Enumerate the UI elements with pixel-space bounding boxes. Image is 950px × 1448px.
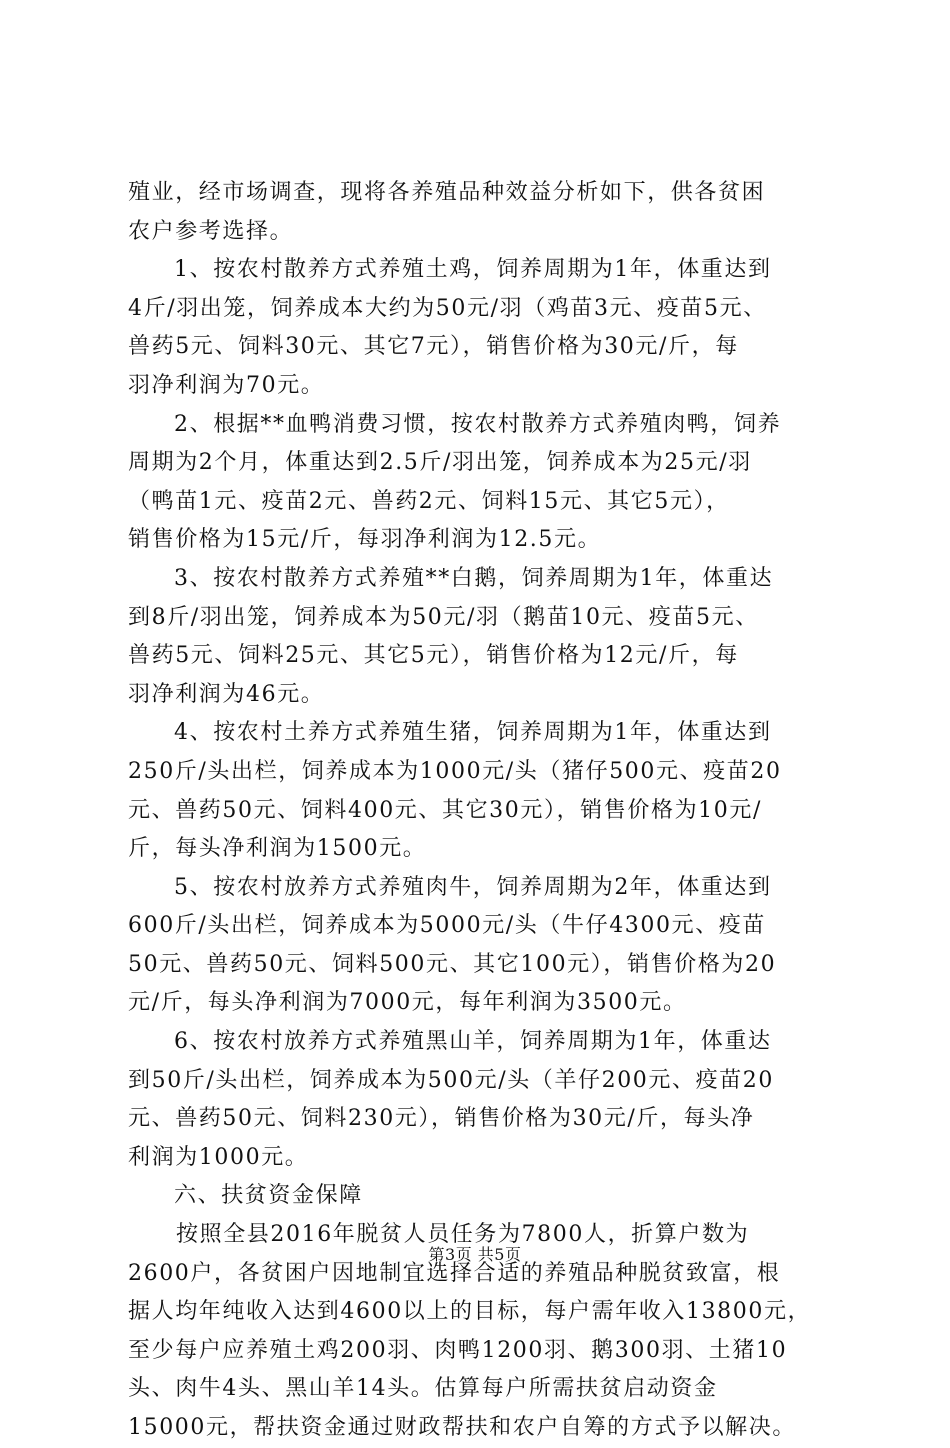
item-4-line: 元、兽药50元、饲料400元、其它30元），销售价格为10元/ <box>128 797 762 823</box>
item-6-line: 6、按农村放养方式养殖黑山羊，饲养周期为1年，体重达 <box>174 1029 772 1055</box>
item-6-line: 元、兽药50元、饲料230元），销售价格为30元/斤，每头净 <box>128 1106 755 1132</box>
item-5-line: 50元、兽药50元、饲料500元、其它100元），销售价格为20 <box>128 951 777 977</box>
item-5-line: 5、按农村放养方式养殖肉牛，饲养周期为2年，体重达到 <box>174 874 772 900</box>
item-1-line: 兽药5元、饲料30元、其它7元），销售价格为30元/斤，每 <box>128 334 739 360</box>
item-5-line: 元/斤，每头净利润为7000元，每年利润为3500元。 <box>128 990 687 1016</box>
item-1-line: 1、按农村散养方式养殖土鸡，饲养周期为1年，体重达到 <box>174 257 772 283</box>
funding-paragraph-line: 15000元，帮扶资金通过财政帮扶和农户自筹的方式予以解决。 <box>128 1415 796 1440</box>
funding-paragraph-line: 至少每户应养殖土鸡200羽、肉鸭1200羽、鹅300羽、土猪10 <box>128 1337 788 1363</box>
item-2-line: 2、根据**血鸭消费习惯，按农村散养方式养殖肉鸭，饲养 <box>174 411 782 437</box>
item-2-line: （鸭苗1元、疫苗2元、兽药2元、饲料15元、其它5元）， <box>128 488 730 514</box>
item-2-line: 销售价格为15元/斤，每羽净利润为12.5元。 <box>128 527 602 553</box>
item-6-line: 到50斤/头出栏，饲养成本为500元/头（羊仔200元、疫苗20 <box>128 1067 774 1093</box>
funding-paragraph-line: 2600户，各贫困户因地制宜选择合适的养殖品种脱贫致富，根 <box>128 1260 781 1286</box>
item-4-line: 4、按农村土养方式养殖生猪，饲养周期为1年，体重达到 <box>174 720 772 746</box>
item-3-line: 到8斤/羽出笼，饲养成本为50元/羽（鹅苗10元、疫苗5元、 <box>128 604 759 630</box>
item-5-line: 600斤/头出栏，饲养成本为5000元/头（牛仔4300元、疫苗 <box>128 913 766 939</box>
item-6-line: 利润为1000元。 <box>128 1144 309 1170</box>
item-4-line: 斤，每头净利润为1500元。 <box>128 836 427 862</box>
funding-paragraph-line: 按照全县2016年脱贫人员任务为7800人，折算户数为 <box>176 1222 750 1248</box>
body-line: 殖业，经市场调查，现将各养殖品种效益分析如下，供各贫困 <box>128 180 766 205</box>
funding-paragraph-line: 据人均年纯收入达到4600以上的目标，每户需年收入13800元， <box>128 1299 812 1325</box>
item-3-line: 兽药5元、饲料25元、其它5元），销售价格为12元/斤，每 <box>128 643 739 669</box>
item-2-line: 周期为2个月，体重达到2.5斤/羽出笼，饲养成本为25元/羽 <box>128 450 752 476</box>
item-1-line: 羽净利润为70元。 <box>128 372 325 398</box>
page-number-footer: 第3页 共5页 <box>428 1245 522 1264</box>
item-3-line: 羽净利润为46元。 <box>128 681 325 707</box>
item-1-line: 4斤/羽出笼，饲养成本大约为50元/羽（鸡苗3元、疫苗5元、 <box>128 295 767 321</box>
item-4-line: 250斤/头出栏，饲养成本为1000元/头（猪仔500元、疫苗20 <box>128 758 782 784</box>
funding-paragraph-line: 头、肉牛4头、黑山羊14头。估算每户所需扶贫启动资金 <box>128 1376 718 1402</box>
item-3-line: 3、按农村散养方式养殖**白鹅，饲养周期为1年，体重达 <box>174 565 774 591</box>
body-line: 农户参考选择。 <box>128 218 294 244</box>
section-heading: 六、扶贫资金保障 <box>174 1183 363 1209</box>
